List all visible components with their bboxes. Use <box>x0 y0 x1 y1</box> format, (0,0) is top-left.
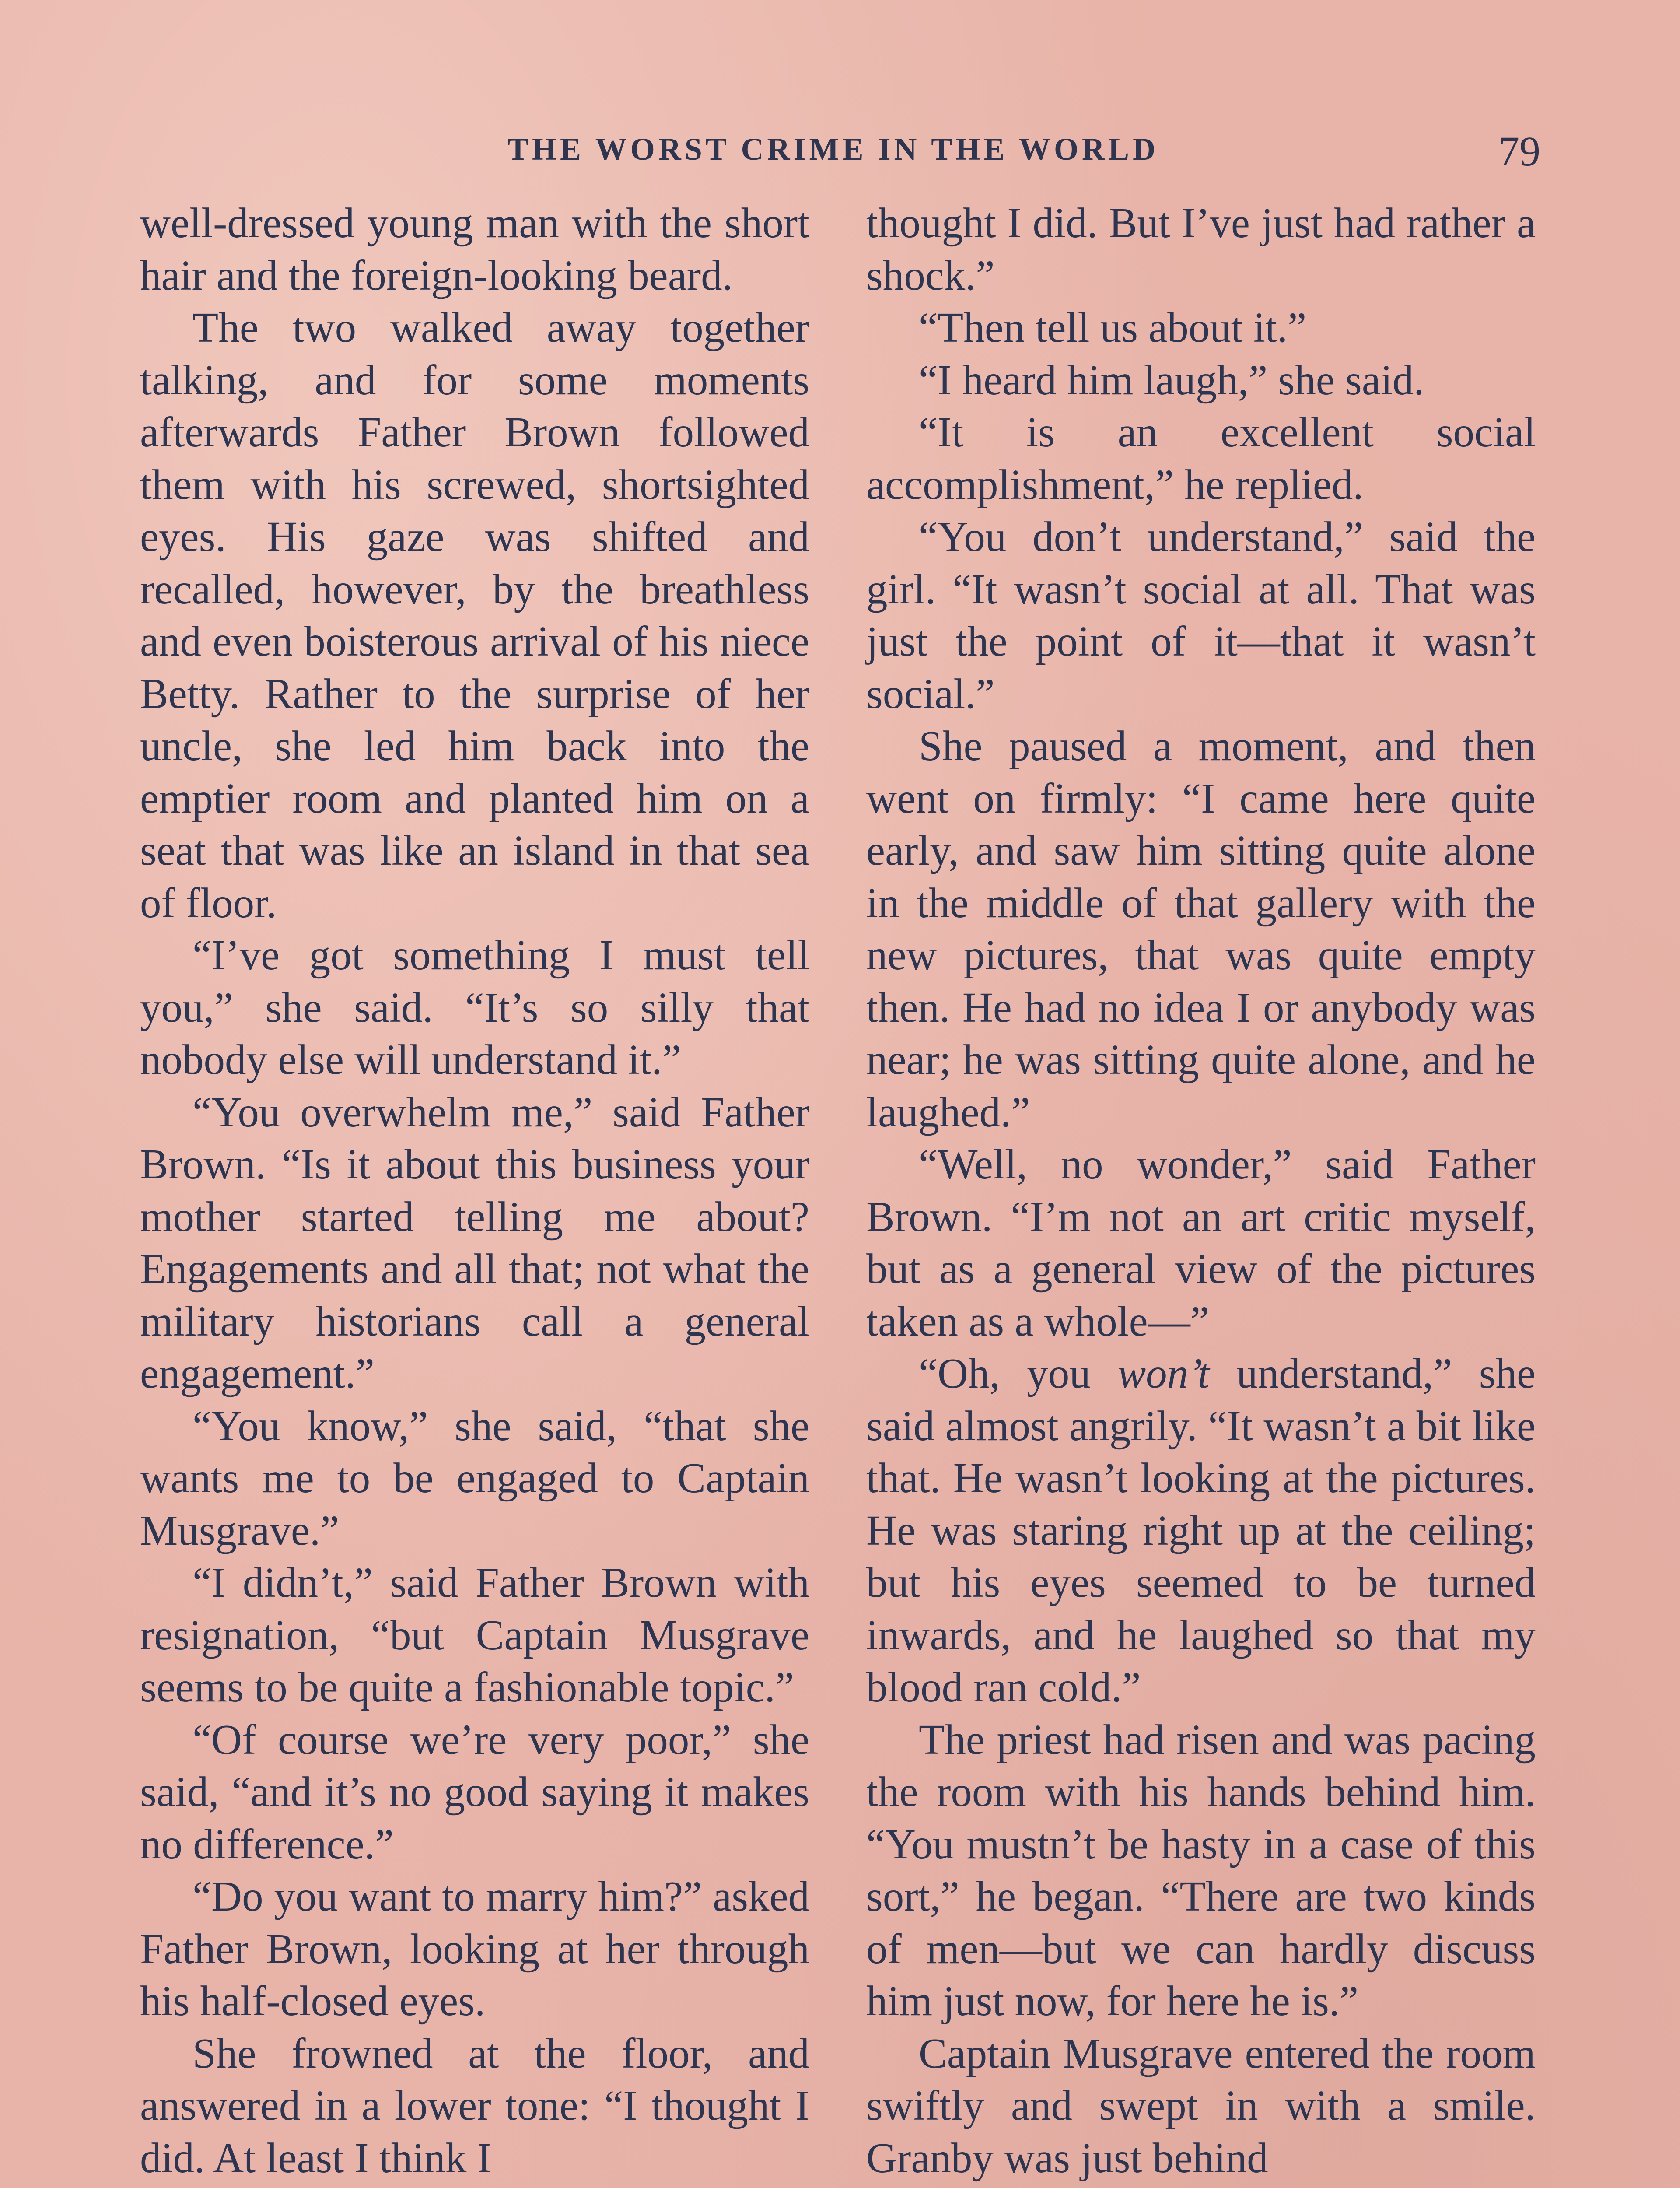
paragraph: “You overwhelm me,” said Father Brown. “Is it about this business your mother started telling me about? Engagements and all that; not what the military historians call a general engagement.” <box>140 1088 809 1397</box>
running-head-title: THE WORST CRIME IN THE WORLD <box>508 132 1159 167</box>
right-text-column <box>866 197 1536 2184</box>
page-number: 79 <box>1498 128 1540 175</box>
paragraph: “You don’t understand,” said the girl. “It wasn’t social at all. That was just the point of it—that it wasn’t social.” <box>866 513 1536 717</box>
paragraph: thought I did. But I’ve just had rather a shock.” <box>866 200 1536 299</box>
paragraph: “Well, no wonder,” said Father Brown. “I’m not an art critic myself, but as a general view of the pictures taken as a whole—” <box>866 1141 1536 1345</box>
paragraph: “I’ve got something I must tell you,” she said. “It’s so silly that nobody else will understand it.” <box>140 932 809 1083</box>
paragraph: “I didn’t,” said Father Brown with resignation, “but Captain Musgrave seems to be quite a fashionable topic.” <box>140 1559 809 1711</box>
paragraph <box>866 1347 1536 1714</box>
paragraph-text-before: “Oh, you <box>919 1350 1118 1397</box>
left-text-column <box>140 197 809 2184</box>
paragraph: well-dressed young man with the short hair and the foreign-looking beard. <box>140 200 809 299</box>
paragraph: “It is an excellent social accomplishment,” he replied. <box>866 409 1536 508</box>
paragraph: The priest had risen and was pacing the room with his hands behind him. “You mustn’t be hasty in a case of this sort,” he began. “There are two kinds of men—but we can hardly discuss him just now, for here he is.” <box>866 1716 1536 2024</box>
paragraph: “You know,” she said, “that she wants me to be engaged to Captain Musgrave.” <box>140 1402 809 1554</box>
paragraph: “I heard him laugh,” she said. <box>919 356 1424 403</box>
paragraph: “Then tell us about it.” <box>919 304 1307 351</box>
paragraph-text-after: understand,” she said almost angrily. “It wasn’t a bit like that. He wasn’t looking at the pictures. He was staring right up at the ceiling; but his eyes seemed to be turned inwards, and he laughed so that my blood ran cold.” <box>866 1350 1536 1711</box>
paragraph: Captain Musgrave entered the room swiftly and swept in with a smile. Granby was just behind <box>866 2030 1536 2181</box>
paragraph: She paused a moment, and then went on firmly: “I came here quite early, and saw him sitting quite alone in the middle of that gallery with the new pictures, that was quite empty then. He had no idea I or anybody was near; he was sitting quite alone, and he laughed.” <box>866 722 1536 1136</box>
paragraph: She frowned at the floor, and answered in a lower tone: “I thought I did. At least I think I <box>140 2030 809 2181</box>
paragraph: The two walked away together talking, and for some moments afterwards Father Brown followed them with his screwed, shortsighted eyes. His gaze was shifted and recalled, however, by the breathless and even boisterous arrival of his niece Betty. Rather to the surprise of her uncle, she led him back into the emptier room and planted him on a seat that was like an island in that sea of floor. <box>140 304 809 926</box>
emphasized-word: won’t <box>1117 1350 1210 1397</box>
paragraph: “Do you want to marry him?” asked Father Brown, looking at her through his half-closed eyes. <box>140 1873 809 2024</box>
paragraph: “Of course we’re very poor,” she said, “and it’s no good saying it makes no difference.” <box>140 1716 809 1868</box>
